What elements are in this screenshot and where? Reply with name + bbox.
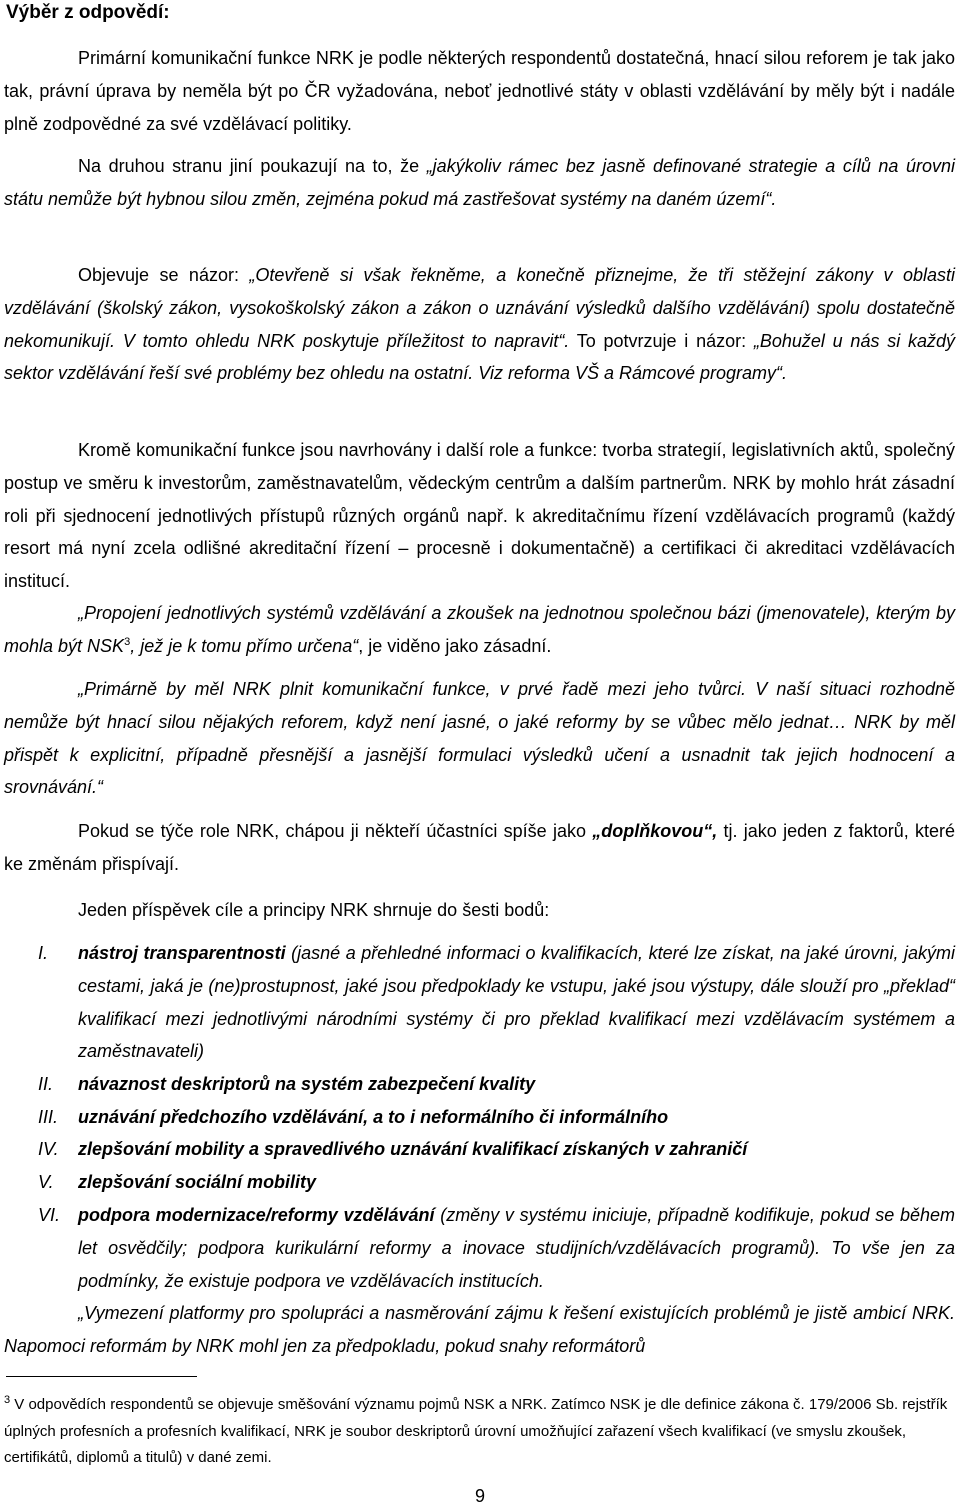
paragraph-7 (4, 815, 955, 881)
list-item-rest: (změny v systému iniciuje, případně kodifikuje, pokud se během let osvědčily; podpora kurikulární reformy a inovace studijních/vzdělávacích programů). To vše jen za podmínky, že existuje podpora ve vzdělávacích institucích. (78, 1205, 955, 1291)
list-item-bold: návaznost deskriptorů na systém zabezpečení kvality (78, 1074, 536, 1094)
paragraph-6: „Primárně by měl NRK plnit komunikační funkce, v prvé řadě mezi jeho tvůrci. V naší situaci rozhodně nemůže být hnací silou nějakých reforem, když není jasné, o jaké reformy by se vůbec mělo jednat… NRK by měl přispět k explicitní, případně přesnější a jasnější formulaci výsledků učení a usnadnit tak jejich hodnocení a srovnávání.“ (4, 679, 955, 798)
paragraph-5-quote-end: , jež je k tomu přímo určena“ (130, 635, 359, 656)
footnote-text: V odpovědích respondentů se objevuje směšování významu pojmů NSK a NRK. Zatímco NSK je dle definice zákona č. 179/2006 Sb. rejstřík úplných profesních a profesních kvalifikací, NRK je soubor deskriptorů úrovní umožňující zařazení všech kvalifikací (ve smyslu zkoušek, certifikátů, diplomů a titulů) v dané zemi. (4, 1396, 948, 1466)
list-item-text (78, 1101, 955, 1134)
list-item (4, 1101, 955, 1134)
footnote-divider (6, 1376, 197, 1377)
paragraph-3-text-2: To potvrzuje i názor: (569, 330, 754, 351)
list-item-text (78, 937, 955, 1068)
page-number: 9 (474, 1486, 485, 1506)
paragraph-7-text: Pokud se týče role NRK, chápou ji někteří účastníci spíše jako (78, 821, 593, 841)
list-item-text (78, 1166, 955, 1199)
paragraph-5 (4, 597, 955, 663)
list-item-rest: (jasné a přehledné informaci o kvalifikacích, které lze získat, na jaké úrovni, jakými cestami, jaká je (ne)prostupnost, jaké jsou předpoklady ke vstupu, jaké jsou výstupy, dále slouží pro „překlad“ kvalifikací mezi jednotlivými národními systémy či pro překlad kvalifikací mezi vzdělávacím systémem a zaměstnavateli) (78, 943, 955, 1062)
paragraph-7-text-2: tj. jako jeden z faktorů, které ke změnám přispívají. (4, 821, 955, 874)
list-item-number: V. (38, 1172, 54, 1192)
list-item-number: VI. (38, 1205, 61, 1225)
section-heading: Výběr z odpovědí: (6, 2, 170, 23)
list-item-bold: podpora modernizace/reformy vzdělávání (78, 1205, 435, 1225)
paragraph-5-quote: „Propojení jednotlivých systémů vzdělávání a zkoušek na jednotnou společnou bázi (jmenovatele), kterým by mohla být NSK (4, 603, 955, 656)
list-item (4, 1199, 955, 1297)
list-item-bold: uznávání předchozího vzdělávání, a to i neformálního či informálního (78, 1107, 669, 1127)
paragraph-5-text: , je viděno jako zásadní. (358, 635, 552, 656)
paragraph-3-quote-1: „Otevřeně si však řekněme, a konečně přiznejme, že tři stěžejní zákony v oblasti vzdělávání (školský zákon, vysokoškolský zákon a zákon o uznávání výsledků dalšího vzdělávání) spolu dostatečně nekomunikují. V tomto ohledu NRK poskytuje příležitost to napravit“. (4, 265, 955, 351)
list-item-bold: nástroj transparentnosti (78, 943, 286, 963)
paragraph-2-text: Na druhou stranu jiní poukazují na to, že (78, 156, 427, 176)
list-item-number: I. (38, 943, 49, 963)
paragraph-4: Kromě komunikační funkce jsou navrhovány i další role a funkce: tvorba strategií, legislativních aktů, společný postup ve směru k investorům, zaměstnavatelům, vědeckým centrům a dalším partnerům. NRK by mohlo hrát zásadní roli při sjednocení jednotlivých přístupů různých orgánů např. k akreditačnímu řízení vzdělávacích programů (každý resort má nyní zcela odlišné akreditační řízení – procesně i dokumentačně) a certifikaci či akreditaci vzdělávacích institucí. (4, 440, 955, 592)
paragraph-9: „Vymezení platformy pro spolupráci a nasměrování zájmu k řešení existujících problémů je jistě ambicí NRK. Napomoci reformám by NRK mohl jen za předpokladu, pokud snahy reformátorů (4, 1303, 955, 1356)
list-item-bold: zlepšování mobility a spravedlivého uznávání kvalifikací získaných v zahraničí (78, 1139, 748, 1159)
list-item-number: II. (38, 1074, 54, 1094)
paragraph-3-text: Objevuje se názor: (78, 265, 250, 285)
list-item-number: IV. (38, 1139, 59, 1159)
list-item (4, 1166, 955, 1199)
paragraph-2 (4, 150, 955, 216)
list-item (4, 937, 955, 1068)
footnote-number: 3 (4, 1394, 11, 1406)
paragraph-3-quote-2: „Bohužel u nás si každý sektor vzdělávání řeší své problémy bez ohledu na ostatní. Viz reforma VŠ a Rámcové programy“. (4, 330, 955, 384)
list-item-bold: zlepšování sociální mobility (78, 1172, 317, 1192)
paragraph-7-emph: „doplňkovou“, (592, 821, 718, 841)
list-item-text (78, 1133, 955, 1166)
footnote-ref: 3 (124, 635, 131, 648)
list-item (4, 1133, 955, 1166)
paragraph-2-quote: „jakýkoliv rámec bez jasně definované strategie a cílů na úrovni státu nemůže být hybnou silou změn, zejména pokud má zastřešovat systémy na daném území“. (4, 156, 955, 209)
list-item-number: III. (38, 1107, 59, 1127)
list-item-text (78, 1068, 955, 1101)
list-item (4, 1068, 955, 1101)
footnote (4, 1392, 955, 1472)
paragraph-8: Jeden příspěvek cíle a principy NRK shrnuje do šesti bodů: (78, 900, 550, 920)
paragraph-3 (4, 259, 955, 390)
list-item-text (78, 1199, 955, 1297)
paragraph-1: Primární komunikační funkce NRK je podle některých respondentů dostatečná, hnací silou reforem je tak jako tak, právní úprava by neměla být po ČR vyžadována, neboť jednotlivé státy v oblasti vzdělávání by měly být i nadále plně zodpovědné za své vzdělávací politiky. (4, 48, 955, 134)
